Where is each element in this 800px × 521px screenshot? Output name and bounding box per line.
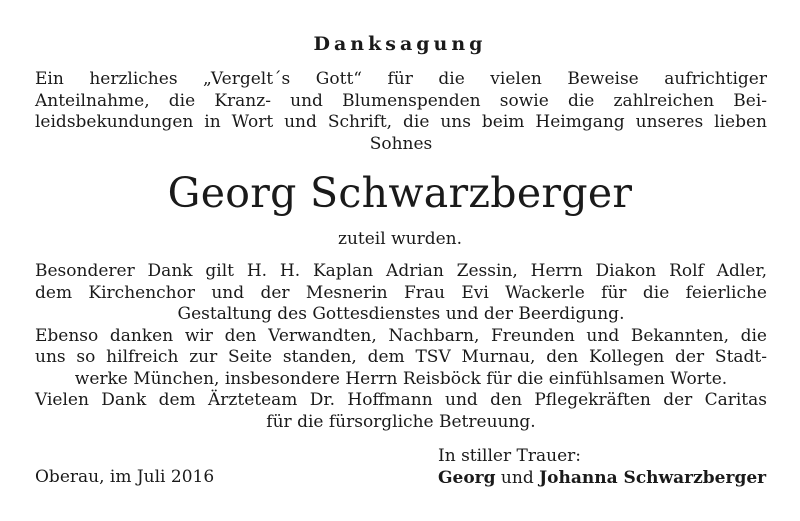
thanks-line: Gestaltung des Gottesdienstes und der Beerdigung.	[177, 304, 625, 324]
intro-line: leidsbekundungen in Wort und Schrift, die uns beim Heimgang unseres lieben	[35, 112, 767, 132]
thanks-line: für die fürsorgliche Betreuung.	[266, 411, 536, 432]
intro-line: Ein herzliches „Vergelt´s Gott“ für die vielen Beweise aufrichtiger	[35, 69, 767, 89]
notice-heading: Danksagung	[313, 33, 487, 55]
mourning-label: In stiller Trauer:	[438, 446, 581, 466]
signer-second: Johanna Schwarzberger	[539, 467, 767, 488]
intro-paragraph	[35, 69, 767, 155]
thanks-paragraph	[35, 261, 767, 433]
intro-line: Sohnes	[369, 133, 433, 154]
signer-first: Georg	[438, 467, 496, 488]
thanks-line: Besonderer Dank gilt H. H. Kaplan Adrian Zessin, Herrn Diakon Rolf Adler,	[35, 261, 767, 281]
signers-line	[438, 468, 766, 490]
thanks-line: Vielen Dank dem Ärzteteam Dr. Hoffmann und den Pflegekräften der Caritas	[35, 390, 767, 410]
intro-line: Anteilnahme, die Kranz- und Blumenspenden sowie die zahlreichen Bei-	[35, 90, 767, 111]
thanks-line: dem Kirchenchor und der Mesnerin Frau Evi Wackerle für die feierliche	[35, 282, 767, 303]
place-date: Oberau, im Juli 2016	[35, 467, 215, 487]
thanks-line: werke München, insbesondere Herrn Reisböck für die einfühlsamen Worte.	[74, 368, 728, 389]
deceased-name: Georg Schwarzberger	[167, 169, 633, 217]
received-text: zuteil wurden.	[338, 229, 462, 249]
thanks-line: Ebenso danken wir den Verwandten, Nachbarn, Freunden und Bekannten, die	[35, 325, 767, 346]
mourners-block	[438, 446, 766, 489]
thanks-line: uns so hilfreich zur Seite standen, dem TSV Murnau, den Kollegen der Stadt-	[35, 347, 767, 367]
signer-joiner: und	[495, 467, 540, 488]
